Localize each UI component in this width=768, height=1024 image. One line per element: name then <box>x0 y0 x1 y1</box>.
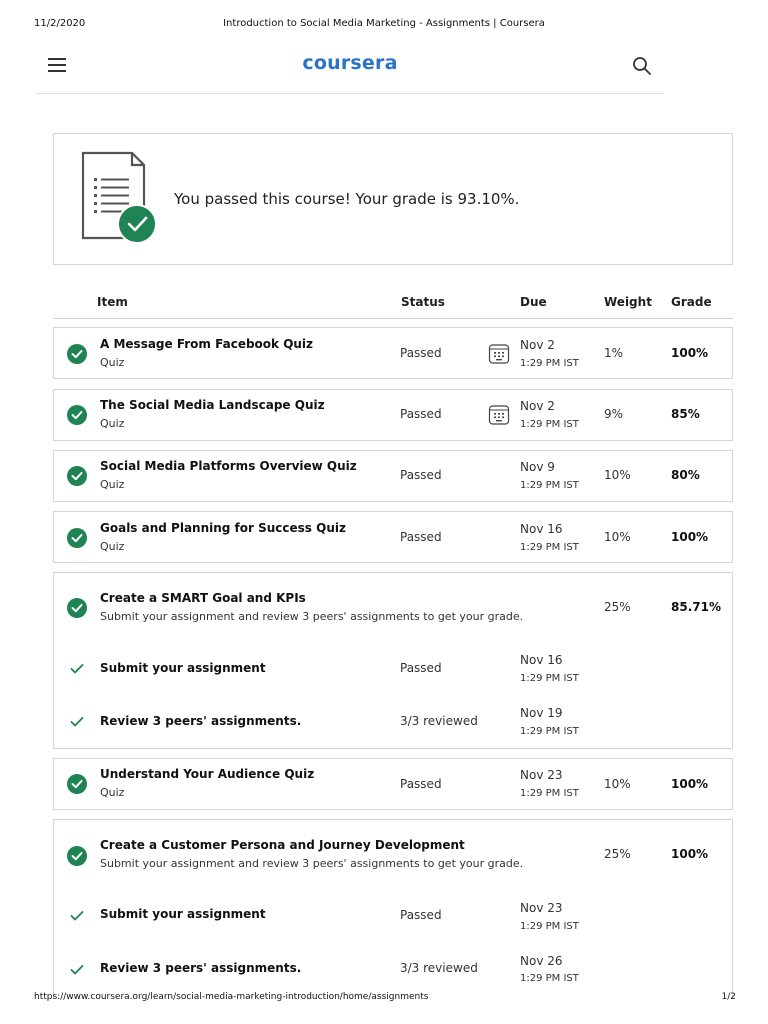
header-status: Status <box>401 295 445 309</box>
assignment-description: Submit your assignment and review 3 peers' assignments to get your grade. <box>100 610 524 623</box>
assignment-type: Quiz <box>100 786 125 799</box>
review-peers-link[interactable]: Review 3 peers' assignments. <box>100 961 302 975</box>
assignment-grade: 100% <box>671 346 709 360</box>
table-row[interactable] <box>53 389 733 441</box>
passed-check-icon <box>67 774 87 794</box>
course-passed-banner <box>53 133 733 265</box>
page-url: https://www.coursera.org/learn/social-media-marketing-introduction/home/assignments <box>34 992 429 1002</box>
passed-check-icon <box>67 528 87 548</box>
table-row[interactable] <box>53 511 733 563</box>
print-date: 11/2/2020 <box>34 18 86 29</box>
assignment-type: Quiz <box>100 478 125 491</box>
due-date: Nov 16 <box>520 653 563 667</box>
page-number: 1/2 <box>721 992 736 1002</box>
assignment-status: Passed <box>400 530 442 544</box>
due-date: Nov 19 <box>520 706 563 720</box>
assignment-type: Quiz <box>100 356 125 369</box>
top-navigation-bar <box>36 46 664 94</box>
assignment-weight: 25% <box>604 600 631 614</box>
assignment-status: Passed <box>400 407 442 421</box>
passed-check-icon <box>67 846 87 866</box>
submit-assignment-link[interactable]: Submit your assignment <box>100 661 266 675</box>
table-row[interactable] <box>53 758 733 810</box>
assignment-weight: 10% <box>604 530 631 544</box>
due-date: Nov 2 <box>520 338 555 352</box>
assignment-status: Passed <box>400 661 442 675</box>
due-date: Nov 23 <box>520 901 563 915</box>
assignment-status: Passed <box>400 346 442 360</box>
assignment-title-link[interactable]: Goals and Planning for Success Quiz <box>100 521 346 535</box>
coursera-logo[interactable]: coursera <box>302 52 398 74</box>
search-icon[interactable] <box>632 56 652 76</box>
assignment-status: Passed <box>400 468 442 482</box>
due-time: 1:29 PM IST <box>520 358 579 369</box>
passed-check-icon <box>67 466 87 486</box>
assignment-weight: 10% <box>604 777 631 791</box>
due-date: Nov 26 <box>520 954 563 968</box>
review-status: 3/3 reviewed <box>400 961 478 975</box>
document-check-icon <box>80 150 160 250</box>
course-passed-message: You passed this course! Your grade is 93.10%. <box>174 190 520 208</box>
header-weight: Weight <box>604 295 652 309</box>
due-time: 1:29 PM IST <box>520 419 579 430</box>
assignment-grade: 85.71% <box>671 600 721 614</box>
due-date: Nov 16 <box>520 522 563 536</box>
check-icon <box>70 663 84 675</box>
due-date: Nov 23 <box>520 768 563 782</box>
assignments-table-header <box>53 292 733 319</box>
assignment-weight: 25% <box>604 847 631 861</box>
passed-check-icon <box>67 598 87 618</box>
header-item: Item <box>97 295 128 309</box>
peer-assignment-row[interactable] <box>53 572 733 749</box>
calendar-icon[interactable] <box>488 404 510 426</box>
due-date: Nov 9 <box>520 460 555 474</box>
assignment-weight: 1% <box>604 346 624 360</box>
table-row[interactable] <box>53 327 733 379</box>
assignment-grade: 100% <box>671 530 709 544</box>
assignment-title-link[interactable]: Create a Customer Persona and Journey Development <box>100 838 465 852</box>
assignment-title-link[interactable]: A Message From Facebook Quiz <box>100 337 314 351</box>
table-row[interactable] <box>53 450 733 502</box>
calendar-icon[interactable] <box>488 343 510 365</box>
header-grade: Grade <box>671 295 712 309</box>
check-icon <box>70 964 84 976</box>
assignment-title-link[interactable]: Understand Your Audience Quiz <box>100 767 315 781</box>
assignment-type: Quiz <box>100 540 125 553</box>
submit-assignment-link[interactable]: Submit your assignment <box>100 907 266 921</box>
due-time: 1:29 PM IST <box>520 480 579 491</box>
passed-check-icon <box>67 344 87 364</box>
due-time: 1:29 PM IST <box>520 542 579 553</box>
assignment-grade: 100% <box>671 777 709 791</box>
peer-assignment-row[interactable] <box>53 819 733 999</box>
check-icon <box>70 716 84 728</box>
due-time: 1:29 PM IST <box>520 726 579 737</box>
print-title: Introduction to Social Media Marketing - Assignments | Coursera <box>223 18 545 29</box>
due-time: 1:29 PM IST <box>520 788 579 799</box>
assignment-description: Submit your assignment and review 3 peers' assignments to get your grade. <box>100 857 524 870</box>
passed-check-icon <box>67 405 87 425</box>
assignment-weight: 9% <box>604 407 624 421</box>
assignment-title-link[interactable]: Social Media Platforms Overview Quiz <box>100 459 357 473</box>
assignment-status: Passed <box>400 908 442 922</box>
assignment-title-link[interactable]: The Social Media Landscape Quiz <box>100 398 325 412</box>
assignment-status: Passed <box>400 777 442 791</box>
review-peers-link[interactable]: Review 3 peers' assignments. <box>100 714 302 728</box>
due-date: Nov 2 <box>520 399 555 413</box>
assignment-grade: 80% <box>671 468 700 482</box>
header-due: Due <box>520 295 547 309</box>
assignment-weight: 10% <box>604 468 631 482</box>
check-icon <box>70 910 84 922</box>
review-status: 3/3 reviewed <box>400 714 478 728</box>
assignment-type: Quiz <box>100 417 125 430</box>
assignment-title-link[interactable]: Create a SMART Goal and KPIs <box>100 591 306 605</box>
assignment-grade: 85% <box>671 407 700 421</box>
print-header <box>0 18 768 32</box>
due-time: 1:29 PM IST <box>520 673 579 684</box>
due-time: 1:29 PM IST <box>520 973 579 984</box>
assignment-grade: 100% <box>671 847 709 861</box>
due-time: 1:29 PM IST <box>520 921 579 932</box>
